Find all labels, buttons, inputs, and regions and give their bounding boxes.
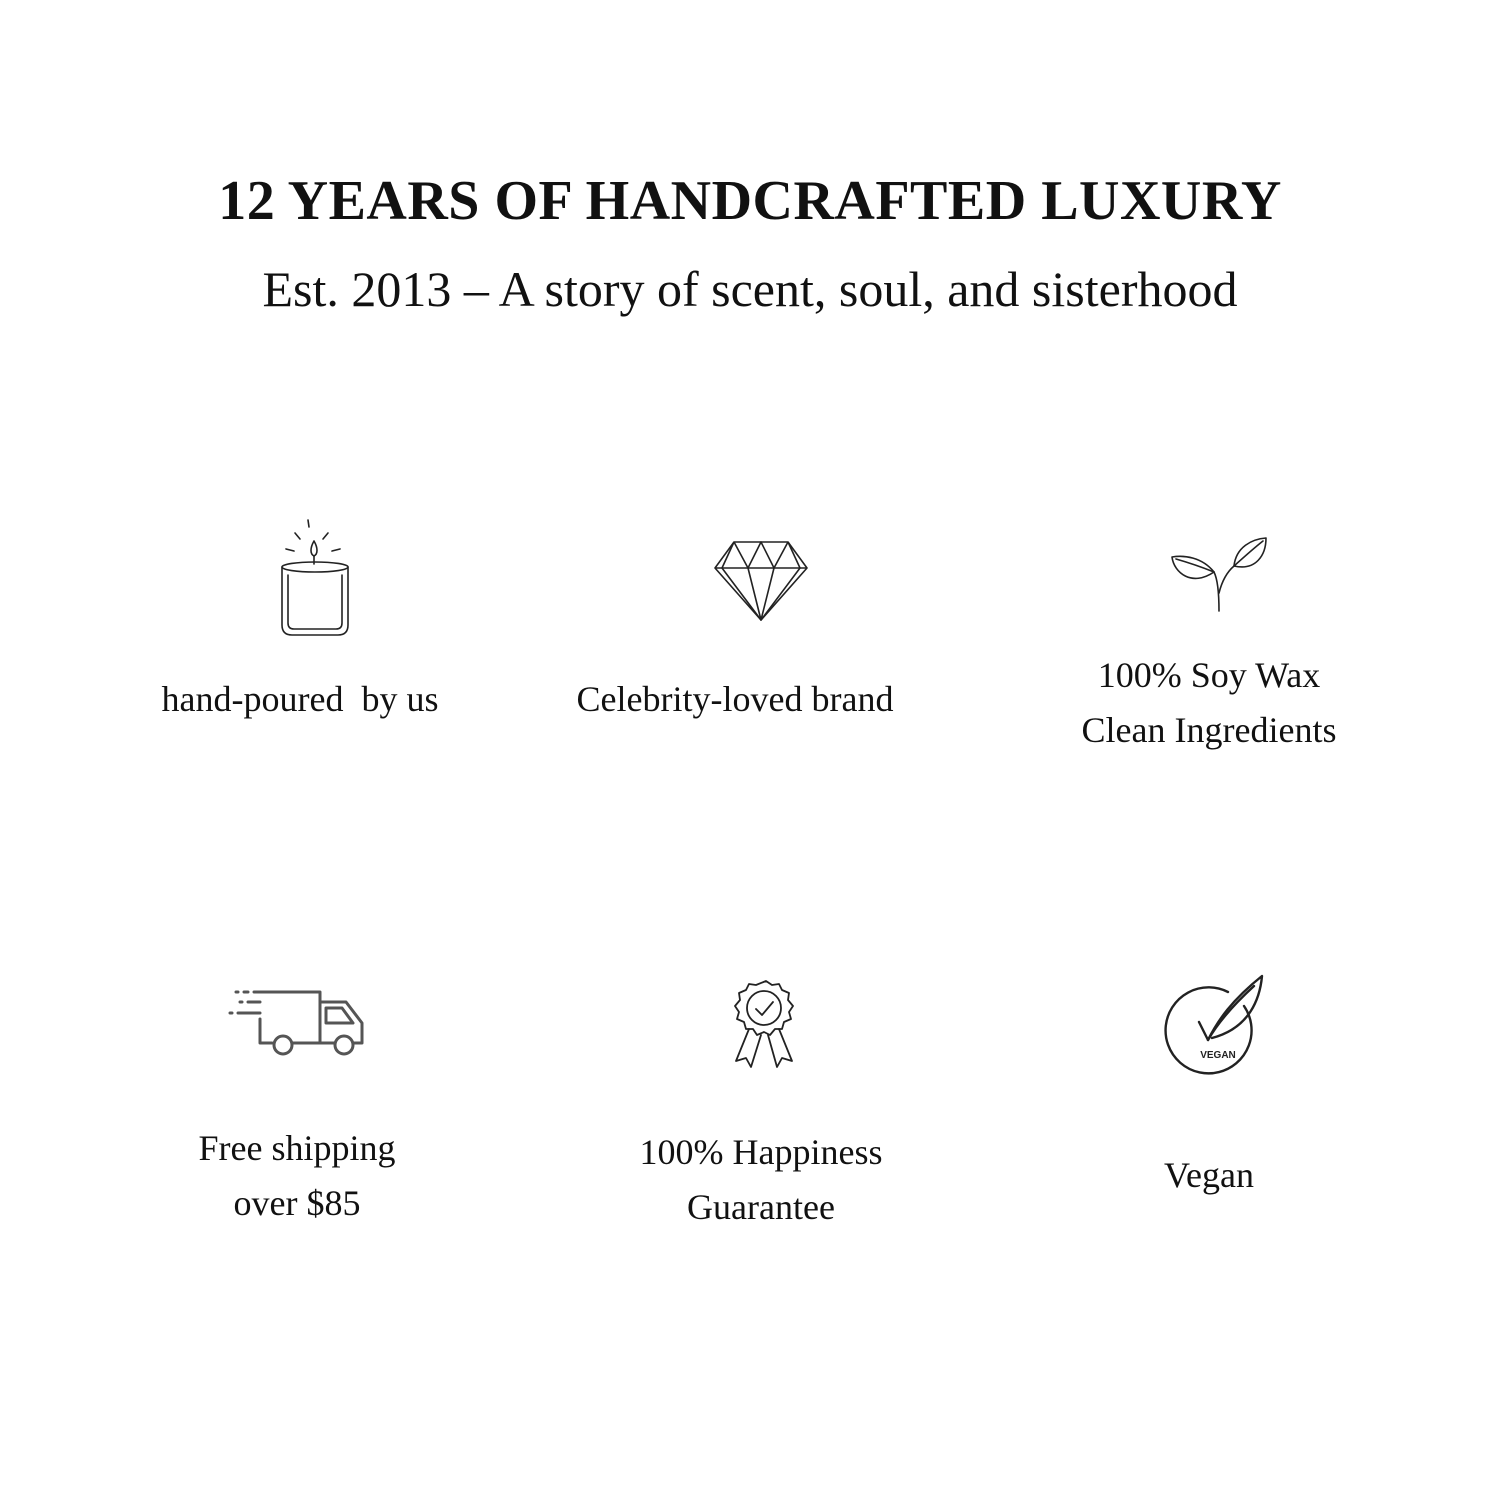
feature-label-free-shipping: Free shipping over $85 xyxy=(198,1128,396,1223)
diamond-icon xyxy=(712,540,810,623)
feature-label-happiness-guarantee: 100% Happiness Guarantee xyxy=(639,1132,883,1227)
feature-label-celebrity-loved: Celebrity-loved brand xyxy=(576,679,894,719)
feature-label-hand-poured: hand-poured by us xyxy=(161,679,439,719)
leaf-sprout-icon xyxy=(1170,535,1270,615)
candle-icon xyxy=(270,515,365,640)
page-subtitle: Est. 2013 – A story of scent, soul, and sisterhood xyxy=(262,261,1238,317)
page-title: 12 YEARS OF HANDCRAFTED LUXURY xyxy=(218,170,1282,232)
feature-label-soy-wax: 100% Soy Wax Clean Ingredients xyxy=(1081,655,1337,750)
award-badge-icon xyxy=(730,978,802,1070)
vegan-leaf-icon xyxy=(1172,970,1270,1076)
delivery-truck-icon xyxy=(226,988,368,1058)
vegan-badge-text: VEGAN xyxy=(1200,1050,1236,1061)
feature-label-vegan: Vegan xyxy=(1164,1155,1254,1195)
